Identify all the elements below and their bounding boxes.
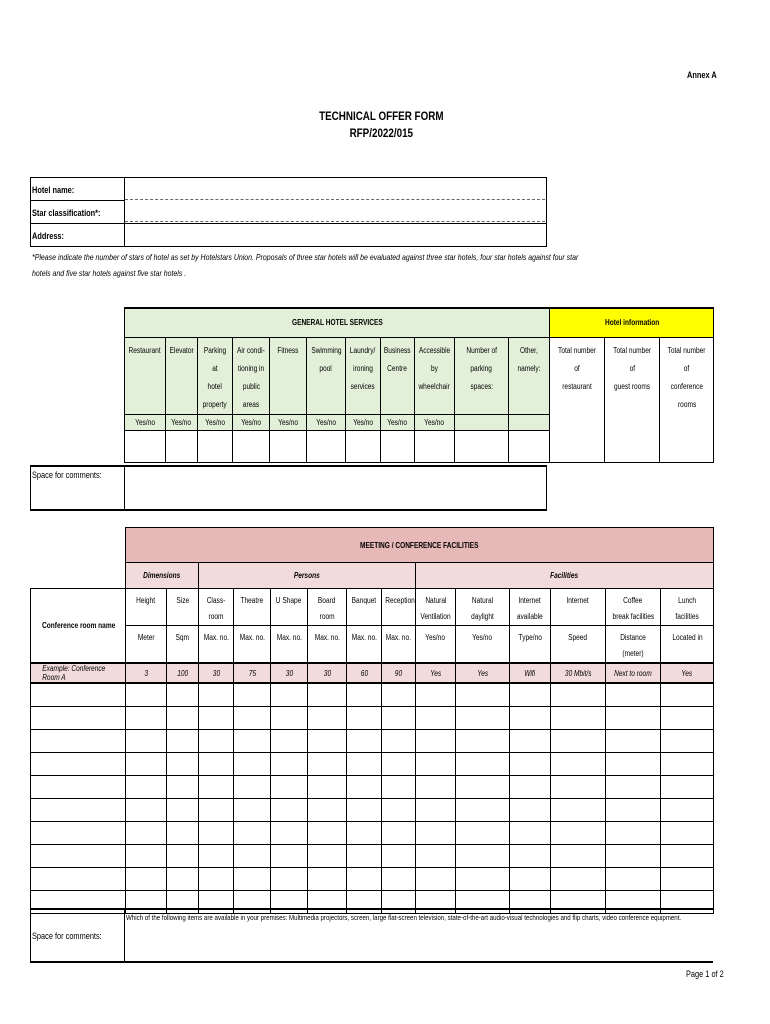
meeting-col-header: Size bbox=[167, 589, 199, 626]
meeting-col-header: U Shape bbox=[271, 589, 308, 626]
meeting-entry-cell[interactable] bbox=[126, 706, 167, 729]
meeting-entry-cell[interactable] bbox=[199, 729, 234, 752]
general-answer-cell[interactable] bbox=[415, 430, 455, 462]
meeting-entry-cell[interactable] bbox=[234, 798, 271, 821]
star-classification-field[interactable] bbox=[127, 202, 547, 221]
comments-label-general: Space for comments: bbox=[32, 470, 102, 480]
general-col-header: Restaurant bbox=[125, 337, 166, 414]
general-col-header: Business Centre bbox=[381, 337, 415, 414]
hotel-info-col-header: Total number of conference rooms bbox=[660, 337, 714, 462]
meeting-entry-cell[interactable] bbox=[606, 706, 661, 729]
equipment-field[interactable] bbox=[128, 924, 712, 962]
meeting-col-header: Reception bbox=[382, 589, 416, 626]
meeting-entry-cell[interactable] bbox=[382, 729, 416, 752]
meeting-entry-cell[interactable] bbox=[551, 683, 606, 706]
meeting-entry-cell[interactable] bbox=[199, 867, 234, 890]
star-note-line2: hotels and five star hotels against five star hotels . bbox=[32, 268, 187, 278]
meeting-entry-cell[interactable] bbox=[382, 844, 416, 867]
meeting-entry-cell[interactable] bbox=[271, 729, 308, 752]
example-value-cell: 75 bbox=[234, 663, 271, 683]
meeting-entry-cell[interactable] bbox=[456, 821, 510, 844]
meeting-entry-cell[interactable] bbox=[347, 729, 382, 752]
meeting-entry-cell[interactable] bbox=[31, 706, 126, 729]
example-value-cell: 30 bbox=[199, 663, 234, 683]
meeting-entry-cell[interactable] bbox=[456, 706, 510, 729]
general-answer-cell[interactable] bbox=[198, 430, 233, 462]
meeting-unit-cell: Max. no. bbox=[382, 626, 416, 664]
meeting-entry-cell[interactable] bbox=[308, 798, 347, 821]
meeting-entry-cell[interactable] bbox=[661, 844, 714, 867]
form-title: TECHNICAL OFFER FORM bbox=[319, 109, 444, 123]
general-col-header: Air condi- tioning in public areas bbox=[233, 337, 270, 414]
example-value-cell: 3 bbox=[126, 663, 167, 683]
meeting-entry-cell[interactable] bbox=[31, 821, 126, 844]
meeting-entry-cell[interactable] bbox=[126, 729, 167, 752]
meeting-entry-cell[interactable] bbox=[308, 683, 347, 706]
meeting-entry-cell[interactable] bbox=[416, 683, 456, 706]
example-value-cell: 60 bbox=[347, 663, 382, 683]
meeting-entry-cell[interactable] bbox=[382, 752, 416, 775]
meeting-unit-cell: Sqm bbox=[167, 626, 199, 664]
meeting-entry-cell[interactable] bbox=[126, 683, 167, 706]
yesno-cell: Yes/no bbox=[270, 414, 307, 430]
meeting-entry-cell[interactable] bbox=[31, 752, 126, 775]
meeting-entry-cell[interactable] bbox=[234, 775, 271, 798]
meeting-col-header: Natural Ventilation bbox=[416, 589, 456, 626]
example-value-cell: Yes bbox=[456, 663, 510, 683]
example-value-cell: 30 bbox=[308, 663, 347, 683]
meeting-entry-cell[interactable] bbox=[382, 867, 416, 890]
meeting-entry-cell[interactable] bbox=[347, 798, 382, 821]
meeting-unit-cell: Speed bbox=[551, 626, 606, 664]
meeting-entry-cell[interactable] bbox=[271, 752, 308, 775]
meeting-entry-cell[interactable] bbox=[551, 729, 606, 752]
meeting-entry-cell[interactable] bbox=[347, 844, 382, 867]
meeting-facilities-table bbox=[30, 527, 714, 914]
meeting-entry-cell[interactable] bbox=[510, 775, 551, 798]
meeting-entry-cell[interactable] bbox=[416, 706, 456, 729]
example-value-cell: Wifi bbox=[510, 663, 551, 683]
meeting-col-header: Board room bbox=[308, 589, 347, 626]
meeting-col-header: Class-room bbox=[199, 589, 234, 626]
meeting-entry-cell[interactable] bbox=[382, 706, 416, 729]
meeting-entry-cell[interactable] bbox=[416, 821, 456, 844]
meeting-entry-cell[interactable] bbox=[347, 752, 382, 775]
yesno-cell: Yes/no bbox=[166, 414, 198, 430]
meeting-unit-cell: Meter bbox=[126, 626, 167, 664]
meeting-col-header: Banquet bbox=[347, 589, 382, 626]
general-answer-cell[interactable] bbox=[125, 430, 166, 462]
meeting-entry-cell[interactable] bbox=[167, 775, 199, 798]
meeting-entry-cell[interactable] bbox=[126, 867, 167, 890]
meeting-unit-cell: Max. no. bbox=[234, 626, 271, 664]
general-col-header: Laundry/ ironing services bbox=[346, 337, 381, 414]
meeting-entry-cell[interactable] bbox=[347, 775, 382, 798]
meeting-entry-cell[interactable] bbox=[308, 729, 347, 752]
meeting-entry-cell[interactable] bbox=[234, 683, 271, 706]
meeting-entry-cell[interactable] bbox=[456, 683, 510, 706]
meeting-entry-cell[interactable] bbox=[661, 752, 714, 775]
meeting-entry-cell[interactable] bbox=[271, 844, 308, 867]
general-answer-cell[interactable] bbox=[166, 430, 198, 462]
meeting-entry-cell[interactable] bbox=[510, 729, 551, 752]
meeting-entry-cell[interactable] bbox=[234, 867, 271, 890]
facilities-header: Facilities bbox=[416, 563, 714, 589]
page-number: Page 1 of 2 bbox=[686, 969, 724, 979]
meeting-entry-cell[interactable] bbox=[456, 844, 510, 867]
meeting-entry-cell[interactable] bbox=[167, 683, 199, 706]
meeting-entry-cell[interactable] bbox=[126, 821, 167, 844]
meeting-entry-cell[interactable] bbox=[551, 844, 606, 867]
meeting-col-header: Internet bbox=[551, 589, 606, 626]
meeting-entry-cell[interactable] bbox=[551, 775, 606, 798]
meeting-entry-cell[interactable] bbox=[347, 821, 382, 844]
meeting-entry-cell[interactable] bbox=[308, 752, 347, 775]
meeting-entry-cell[interactable] bbox=[606, 683, 661, 706]
meeting-entry-cell[interactable] bbox=[416, 867, 456, 890]
meeting-entry-cell[interactable] bbox=[126, 775, 167, 798]
meeting-entry-cell[interactable] bbox=[382, 683, 416, 706]
meeting-entry-cell[interactable] bbox=[456, 775, 510, 798]
meeting-entry-cell[interactable] bbox=[199, 844, 234, 867]
general-col-header: Number of parking spaces: bbox=[455, 337, 509, 414]
example-row-label: Example: Conference Room A bbox=[31, 663, 126, 683]
yesno-cell: Yes/no bbox=[198, 414, 233, 430]
general-answer-cell[interactable] bbox=[455, 430, 509, 462]
meeting-entry-cell[interactable] bbox=[661, 683, 714, 706]
equipment-note: Which of the following items are available in your premises: Multimedia projectors, screen, large flat-screen television, state-of-the-art audio-visual technologies and flip charts, video conference equipment. bbox=[126, 913, 682, 922]
address-label: Address: bbox=[32, 231, 64, 241]
meeting-entry-cell[interactable] bbox=[510, 752, 551, 775]
meeting-entry-cell[interactable] bbox=[234, 729, 271, 752]
general-services-table bbox=[124, 307, 714, 463]
meeting-entry-cell[interactable] bbox=[271, 821, 308, 844]
meeting-entry-cell[interactable] bbox=[31, 867, 126, 890]
meeting-unit-cell: Max. no. bbox=[271, 626, 308, 664]
hotel-name-field[interactable] bbox=[127, 180, 547, 199]
meeting-entry-cell[interactable] bbox=[661, 821, 714, 844]
meeting-entry-cell[interactable] bbox=[510, 821, 551, 844]
general-answer-cell[interactable] bbox=[346, 430, 381, 462]
general-col-header: Fitness bbox=[270, 337, 307, 414]
general-services-header: GENERAL HOTEL SERVICES bbox=[125, 308, 550, 337]
meeting-entry-cell[interactable] bbox=[551, 867, 606, 890]
comments-label-meeting: Space for comments: bbox=[32, 931, 102, 941]
meeting-unit-cell: Max. no. bbox=[347, 626, 382, 664]
meeting-unit-cell: Max. no. bbox=[308, 626, 347, 664]
example-value-cell: Yes bbox=[661, 663, 714, 683]
meeting-unit-cell: Located in bbox=[661, 626, 714, 664]
meeting-unit-cell: Distance (meter) bbox=[606, 626, 661, 664]
meeting-entry-cell[interactable] bbox=[456, 729, 510, 752]
yesno-cell: Yes/no bbox=[125, 414, 166, 430]
meeting-entry-cell[interactable] bbox=[661, 867, 714, 890]
meeting-entry-cell[interactable] bbox=[510, 867, 551, 890]
meeting-entry-cell[interactable] bbox=[382, 821, 416, 844]
example-value-cell: 30 bbox=[271, 663, 308, 683]
example-value-cell: Yes bbox=[416, 663, 456, 683]
meeting-entry-cell[interactable] bbox=[661, 729, 714, 752]
meeting-entry-cell[interactable] bbox=[661, 706, 714, 729]
meeting-entry-cell[interactable] bbox=[199, 821, 234, 844]
general-col-header: Swimming pool bbox=[307, 337, 346, 414]
example-value-cell: 30 Mbit/s bbox=[551, 663, 606, 683]
yesno-cell bbox=[509, 414, 550, 430]
meeting-entry-cell[interactable] bbox=[456, 752, 510, 775]
meeting-entry-cell[interactable] bbox=[606, 821, 661, 844]
meeting-col-header: Natural daylight bbox=[456, 589, 510, 626]
general-answer-cell[interactable] bbox=[509, 430, 550, 462]
meeting-entry-cell[interactable] bbox=[416, 844, 456, 867]
meeting-entry-cell[interactable] bbox=[456, 798, 510, 821]
meeting-entry-cell[interactable] bbox=[31, 683, 126, 706]
meeting-entry-cell[interactable] bbox=[199, 752, 234, 775]
yesno-cell: Yes/no bbox=[415, 414, 455, 430]
meeting-entry-cell[interactable] bbox=[308, 821, 347, 844]
example-value-cell: 90 bbox=[382, 663, 416, 683]
meeting-entry-cell[interactable] bbox=[31, 798, 126, 821]
meeting-entry-cell[interactable] bbox=[606, 775, 661, 798]
meeting-entry-cell[interactable] bbox=[382, 798, 416, 821]
meeting-unit-cell: Yes/no bbox=[416, 626, 456, 664]
yesno-cell: Yes/no bbox=[233, 414, 270, 430]
yesno-cell: Yes/no bbox=[307, 414, 346, 430]
general-col-header: Accessible by wheelchair bbox=[415, 337, 455, 414]
meeting-entry-cell[interactable] bbox=[551, 821, 606, 844]
star-classification-label: Star classification*: bbox=[32, 208, 101, 218]
meeting-entry-cell[interactable] bbox=[510, 683, 551, 706]
meeting-col-header: Internet available bbox=[510, 589, 551, 626]
meeting-entry-cell[interactable] bbox=[271, 683, 308, 706]
meeting-entry-cell[interactable] bbox=[199, 683, 234, 706]
meeting-entry-cell[interactable] bbox=[510, 844, 551, 867]
hotel-info-col-header: Total number of restaurant bbox=[550, 337, 605, 462]
meeting-col-header: Height bbox=[126, 589, 167, 626]
general-col-header: Parking at hotel property bbox=[198, 337, 233, 414]
meeting-entry-cell[interactable] bbox=[167, 798, 199, 821]
meeting-entry-cell[interactable] bbox=[234, 821, 271, 844]
meeting-entry-cell[interactable] bbox=[234, 706, 271, 729]
meeting-entry-cell[interactable] bbox=[308, 706, 347, 729]
general-answer-cell[interactable] bbox=[270, 430, 307, 462]
meeting-entry-cell[interactable] bbox=[510, 706, 551, 729]
meeting-entry-cell[interactable] bbox=[199, 706, 234, 729]
yesno-cell: Yes/no bbox=[381, 414, 415, 430]
meeting-entry-cell[interactable] bbox=[416, 752, 456, 775]
meeting-entry-cell[interactable] bbox=[606, 798, 661, 821]
meeting-entry-cell[interactable] bbox=[167, 821, 199, 844]
example-value-cell: Next to room bbox=[606, 663, 661, 683]
address-field[interactable] bbox=[127, 225, 547, 246]
meeting-entry-cell[interactable] bbox=[551, 798, 606, 821]
meeting-entry-cell[interactable] bbox=[308, 867, 347, 890]
form-ref: RFP/2022/015 bbox=[349, 126, 414, 140]
hotel-information-header: Hotel information bbox=[550, 308, 714, 337]
meeting-entry-cell[interactable] bbox=[606, 867, 661, 890]
meeting-col-header: Coffee break facilities bbox=[606, 589, 661, 626]
meeting-entry-cell[interactable] bbox=[271, 775, 308, 798]
meeting-entry-cell[interactable] bbox=[234, 844, 271, 867]
meeting-entry-cell[interactable] bbox=[199, 798, 234, 821]
example-value-cell: 100 bbox=[167, 663, 199, 683]
meeting-entry-cell[interactable] bbox=[510, 798, 551, 821]
meeting-entry-cell[interactable] bbox=[661, 775, 714, 798]
meeting-entry-cell[interactable] bbox=[31, 729, 126, 752]
meeting-entry-cell[interactable] bbox=[308, 844, 347, 867]
yesno-cell: Yes/no bbox=[346, 414, 381, 430]
annex-label: Annex A bbox=[687, 70, 717, 80]
meeting-entry-cell[interactable] bbox=[167, 706, 199, 729]
meeting-entry-cell[interactable] bbox=[606, 729, 661, 752]
meeting-entry-cell[interactable] bbox=[271, 798, 308, 821]
meeting-entry-cell[interactable] bbox=[661, 798, 714, 821]
meeting-entry-cell[interactable] bbox=[551, 752, 606, 775]
comments-field-general[interactable] bbox=[127, 468, 547, 510]
hotel-info-col-header: Total number of guest rooms bbox=[605, 337, 660, 462]
persons-header: Persons bbox=[199, 563, 416, 589]
meeting-entry-cell[interactable] bbox=[31, 775, 126, 798]
meeting-unit-cell: Type/no bbox=[510, 626, 551, 664]
meeting-entry-cell[interactable] bbox=[31, 844, 126, 867]
star-note-line1: *Please indicate the number of stars of hotel as set by Hotelstars Union. Proposals of three star hotels will be evaluated against three star hotels, four star hotels against four star bbox=[32, 252, 579, 262]
meeting-entry-cell[interactable] bbox=[347, 706, 382, 729]
meeting-col-header: Lunch facilities bbox=[661, 589, 714, 626]
meeting-entry-cell[interactable] bbox=[126, 844, 167, 867]
meeting-entry-cell[interactable] bbox=[551, 706, 606, 729]
general-answer-cell[interactable] bbox=[233, 430, 270, 462]
meeting-entry-cell[interactable] bbox=[126, 798, 167, 821]
yesno-cell bbox=[455, 414, 509, 430]
hotel-name-label: Hotel name: bbox=[32, 185, 75, 195]
meeting-entry-cell[interactable] bbox=[456, 867, 510, 890]
meeting-facilities-header: MEETING / CONFERENCE FACILITIES bbox=[126, 528, 714, 563]
general-answer-cell[interactable] bbox=[307, 430, 346, 462]
meeting-entry-cell[interactable] bbox=[416, 798, 456, 821]
meeting-entry-cell[interactable] bbox=[167, 867, 199, 890]
meeting-entry-cell[interactable] bbox=[606, 752, 661, 775]
meeting-unit-cell: Yes/no bbox=[456, 626, 510, 664]
general-col-header: Other, namely: bbox=[509, 337, 550, 414]
meeting-entry-cell[interactable] bbox=[271, 867, 308, 890]
meeting-entry-cell[interactable] bbox=[271, 706, 308, 729]
meeting-entry-cell[interactable] bbox=[167, 729, 199, 752]
meeting-unit-cell: Max. no. bbox=[199, 626, 234, 664]
meeting-entry-cell[interactable] bbox=[416, 729, 456, 752]
meeting-entry-cell[interactable] bbox=[234, 752, 271, 775]
meeting-entry-cell[interactable] bbox=[347, 867, 382, 890]
meeting-entry-cell[interactable] bbox=[606, 844, 661, 867]
general-col-header: Elevator bbox=[166, 337, 198, 414]
general-answer-cell[interactable] bbox=[381, 430, 415, 462]
meeting-entry-cell[interactable] bbox=[308, 775, 347, 798]
meeting-entry-cell[interactable] bbox=[416, 775, 456, 798]
meeting-entry-cell[interactable] bbox=[167, 752, 199, 775]
dimensions-header: Dimensions bbox=[126, 563, 199, 589]
meeting-col-header: Theatre bbox=[234, 589, 271, 626]
meeting-entry-cell[interactable] bbox=[347, 683, 382, 706]
meeting-entry-cell[interactable] bbox=[199, 775, 234, 798]
conference-room-name-header: Conference room name bbox=[31, 589, 126, 664]
meeting-entry-cell[interactable] bbox=[167, 844, 199, 867]
meeting-entry-cell[interactable] bbox=[382, 775, 416, 798]
meeting-entry-cell[interactable] bbox=[126, 752, 167, 775]
